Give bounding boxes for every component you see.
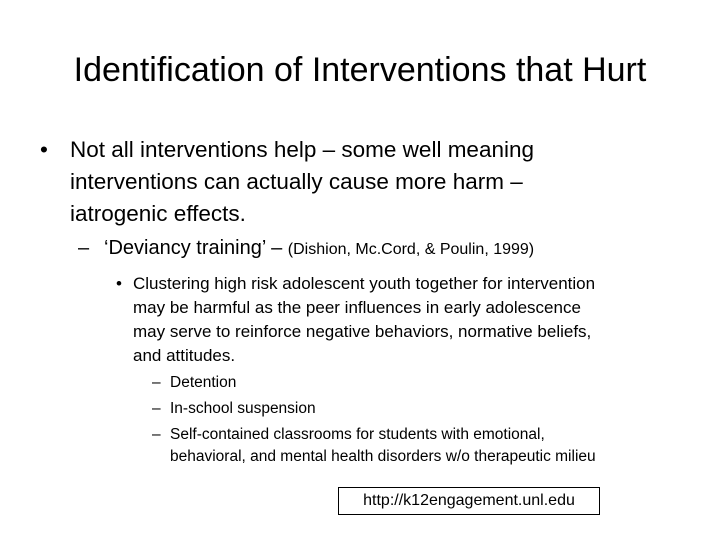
- bullet-1-line-3: iatrogenic effects.: [70, 201, 246, 226]
- bullet-3-line-3: may serve to reinforce negative behaviors, normative beliefs,: [133, 322, 592, 341]
- dash-marker: –: [152, 400, 161, 417]
- bullet-1-line-1: Not all interventions help – some well meaning: [70, 137, 534, 162]
- bullet-3-line-2: may be harmful as the peer influences in early adolescence: [133, 298, 581, 317]
- list-item-in-school-suspension: In-school suspension: [170, 400, 316, 417]
- list-item-self-contained-line-2: behavioral, and mental health disorders w/o therapeutic milieu: [170, 448, 596, 465]
- dash-marker: –: [152, 426, 161, 443]
- bullet-3-line-4: and attitudes.: [133, 346, 236, 365]
- url-link[interactable]: http://k12engagement.unl.edu: [338, 487, 600, 515]
- dash-marker: –: [78, 237, 90, 259]
- citation: (Dishion, Mc.Cord, & Poulin, 1999): [287, 241, 535, 258]
- list-item-self-contained-line-1: Self-contained classrooms for students with emotional,: [170, 426, 545, 443]
- bullet-3-line-1: Clustering high risk adolescent youth together for intervention: [133, 274, 596, 293]
- subpoint-text: ‘Deviancy training’ –: [104, 237, 288, 259]
- bullet-marker: •: [116, 274, 122, 293]
- subpoint-deviancy-training: [104, 235, 534, 263]
- dash-marker: –: [152, 374, 161, 391]
- bullet-1-line-2: interventions can actually cause more harm –: [70, 169, 523, 194]
- slide-title: Identification of Interventions that Hurt: [73, 51, 647, 89]
- bullet-marker: •: [40, 137, 48, 162]
- list-item-detention: Detention: [170, 374, 237, 391]
